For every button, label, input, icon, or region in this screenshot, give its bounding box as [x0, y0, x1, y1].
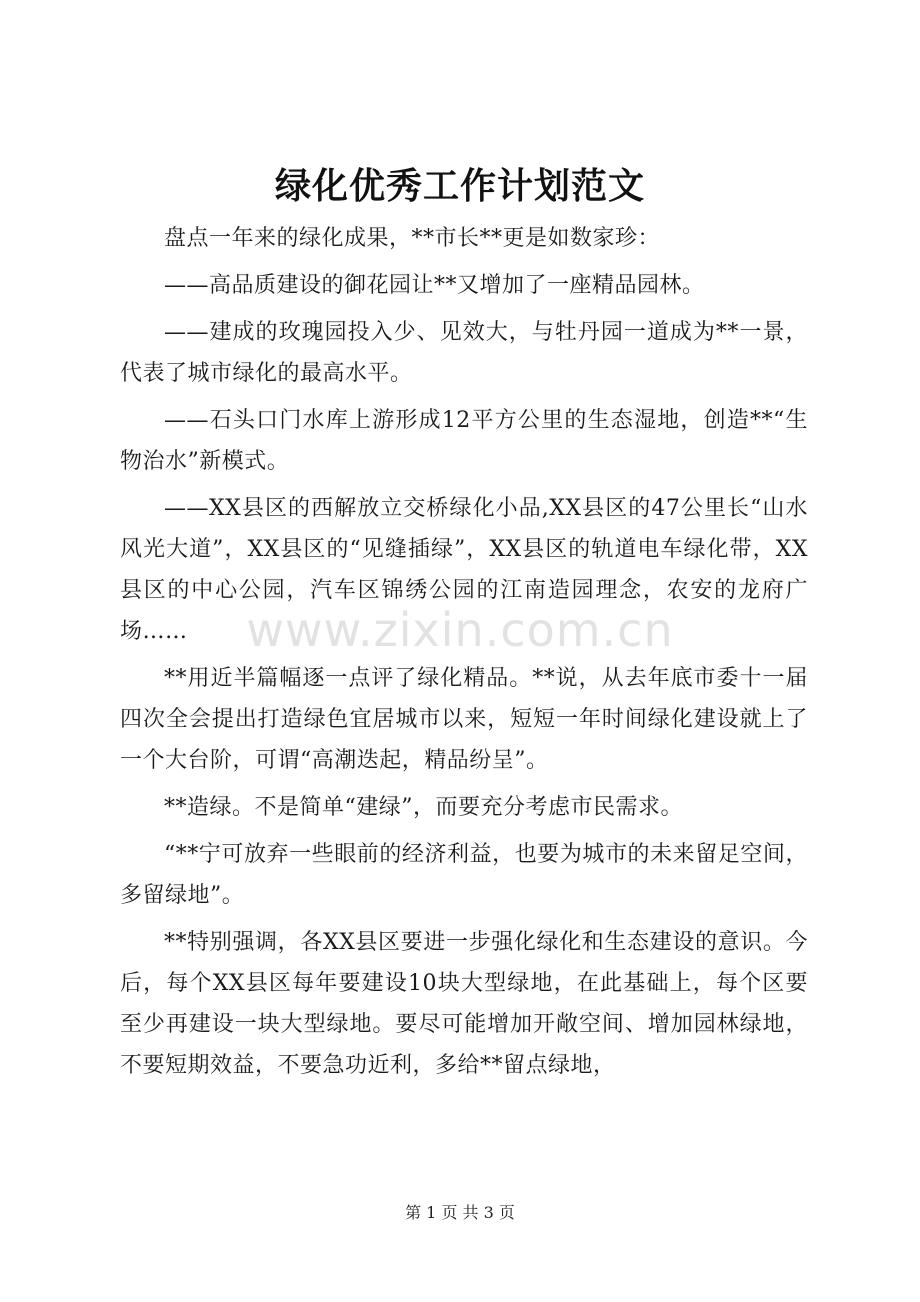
document-title: 绿化优秀工作计划范文	[274, 165, 645, 207]
paragraph: **特别强调，各XX县区要进一步强化绿化和生态建设的意识。今后，每个XX县区每年要建设10块大型绿地，在此基础上，每个区要至少再建设一块大型绿地。要尽可能增加开敞空间、增加园林绿地，不要短期效益，不要急功近利，多给**留点绿地，	[120, 930, 808, 1078]
paragraph: **造绿。不是简单“建绿”，而要充分考虑市民需求。	[164, 795, 683, 820]
document-body	[120, 218, 808, 1092]
watermark: www.zixin.com.cn	[246, 603, 674, 657]
paragraph: 盘点一年来的绿化成果，**市长**更是如数家珍：	[164, 226, 661, 251]
paragraph: ——XX县区的西解放立交桥绿化小品,XX县区的47公里长“山水风光大道”，XX县区的“见缝插绿”，XX县区的轨道电车绿化带，XX县区的中心公园，汽车区锦绣公园的江南造园理念，农安的龙府广场……	[120, 496, 808, 644]
paragraph: **用近半篇幅逐一点评了绿化精品。**说，从去年底市委十一届四次全会提出打造绿色宜居城市以来，短短一年时间绿化建设就上了一个大台阶，可谓“高潮迭起，精品纷呈”。	[120, 666, 808, 773]
paragraph: ——高品质建设的御花园让**又增加了一座精品园林。	[164, 273, 705, 298]
paragraph: ——石头口门水库上游形成12平方公里的生态湿地，创造**“生物治水”新模式。	[120, 408, 808, 474]
page-footer: 第 1 页 共 3 页	[405, 1203, 515, 1222]
paragraph: “**宁可放弃一些眼前的经济利益，也要为城市的未来留足空间，多留绿地”。	[120, 842, 808, 908]
paragraph: ——建成的玫瑰园投入少、见效大，与牡丹园一道成为**一景，代表了城市绿化的最高水平。	[120, 320, 808, 386]
